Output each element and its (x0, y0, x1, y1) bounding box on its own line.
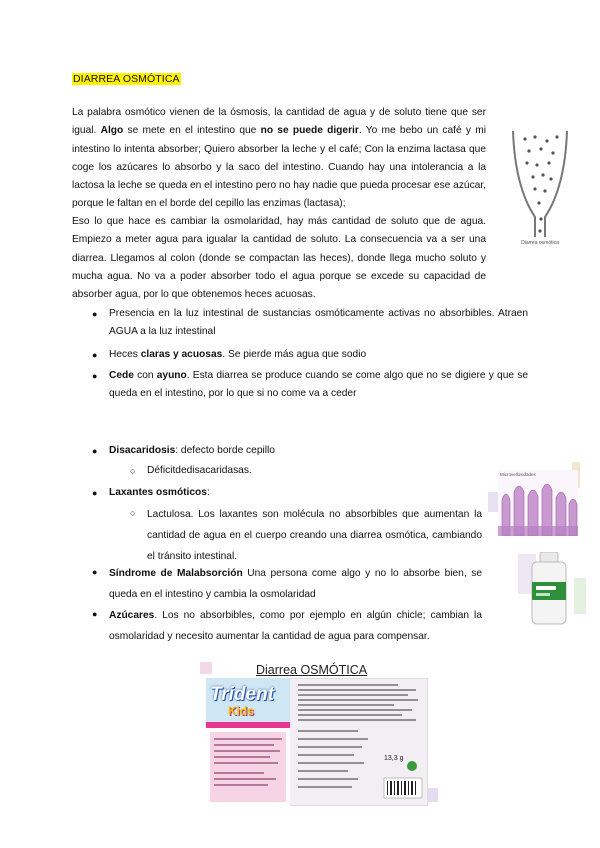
bottom-figure-title: Diarrea OSMÓTICA (256, 663, 368, 677)
page-title: DIARREA OSMÓTICA (73, 73, 180, 85)
bullet-icon: ● (92, 350, 98, 360)
paragraph-mechanism: Eso lo que hace es cambiar la osmolaridad, hay más cantidad de soluto que de agua. Empiezo a meter agua para igualar la cantidad de soluto. La consecuencia va a ser una diarrea. Llegamos al colon (donde se compactan las heces), donde llega mucho soluto y mucha agua. No va a poder absorber todo el agua porque se excede su capacidad de absorber agua, por lo que obtenemos heces acuosas. (72, 216, 486, 301)
funnel-caption: Diarrea osmótica (521, 240, 559, 246)
micrograph-label: Microvellosidades (500, 472, 536, 477)
bullet-icon: ● (92, 488, 98, 498)
laxative-bottle-image (528, 552, 570, 626)
brand-logo: Trident (210, 684, 275, 705)
sub-brand-logo: Kids (228, 704, 255, 718)
bullet-icon: ● (92, 371, 98, 381)
bullet-icon: ● (92, 446, 98, 456)
paragraph-intro: La palabra osmótico vienen de la ósmosis, la cantidad de agua y de soluto tiene que ser igual. Algo se mete en el intestino que no se puede digerir. Yo me bebo un café y mi intestino lo intenta absorber; Quiero absorber la leche y el café; Con la enzima lactasa que coge los azúcares lo absorbo y la saco del intestino. Cuando hay una intolerancia a la lactosa la leche se queda en el intestino pero no hay nadie que pueda procesar ese azúcar, porque le faltan en el borde del cepillo las enzimas (lactasa); (72, 107, 486, 210)
bullet-icon: ● (92, 609, 98, 619)
bullet-icon: ● (92, 567, 98, 577)
bullet-icon: ● (92, 309, 98, 319)
circle-bullet-icon: ○ (130, 508, 136, 518)
funnel-diagram (505, 127, 575, 257)
net-weight: 13,3 g (384, 755, 404, 762)
intestinal-villi-micrograph (498, 470, 578, 536)
circle-bullet-icon: ○ (130, 466, 136, 476)
